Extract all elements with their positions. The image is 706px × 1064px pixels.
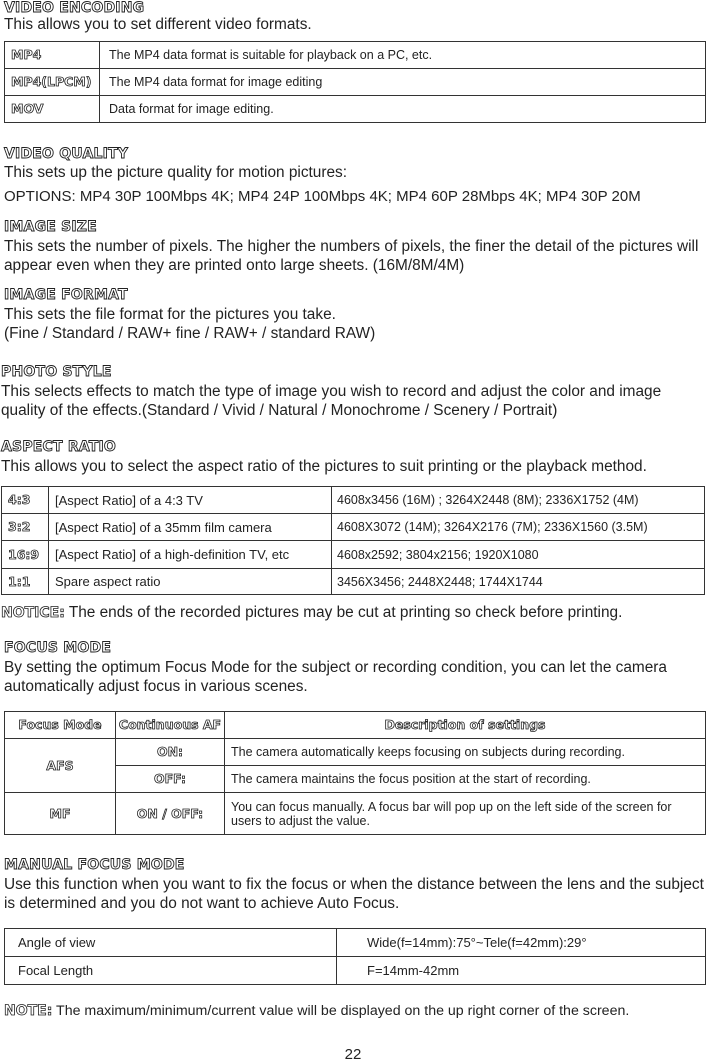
mf-onoff-label: ON / OFF: xyxy=(136,805,204,821)
image-format-heading: IMAGE FORMAT xyxy=(4,287,128,303)
notice-label: NOTICE: xyxy=(1,605,65,621)
table-row xyxy=(5,69,706,96)
focus-mode-body: By setting the optimum Focus Mode for the subject or recording condition, you can let the camera automatically adjust focus in various scenes. xyxy=(4,659,667,695)
table-row xyxy=(2,514,705,541)
note-label: NOTE: xyxy=(4,1003,53,1019)
video-quality-heading: VIDEO QUALITY xyxy=(4,146,129,162)
spec-label: Angle of view xyxy=(5,929,337,957)
afs-label: AFS xyxy=(46,757,74,773)
table-row xyxy=(5,739,706,766)
format-description: Data format for image editing. xyxy=(100,96,706,123)
spec-value: F=14mm-42mm xyxy=(337,957,706,985)
manual-focus-body: Use this function when you want to fix the focus or when the distance between the lens and the subject is determined and you do not want to achieve Auto Focus. xyxy=(4,876,704,912)
ratio-description: [Aspect Ratio] of a high-definition TV, etc xyxy=(49,541,332,569)
format-description: The MP4 data format is suitable for playback on a PC, etc. xyxy=(100,42,706,69)
image-format-line2: (Fine / Standard / RAW+ fine / RAW+ / standard RAW) xyxy=(4,325,376,342)
ratio-description: [Aspect Ratio] of a 35mm film camera xyxy=(49,514,332,541)
format-description: The MP4 data format for image editing xyxy=(100,69,706,96)
table-row xyxy=(5,96,706,123)
page-number: 22 xyxy=(344,1046,362,1063)
mf-description: You can focus manually. A focus bar will pop up on the left side of the screen for users to adjust the value. xyxy=(225,793,706,835)
table-row xyxy=(2,487,705,514)
ratio-sizes: 4608x3456 (16M) ; 3264X2448 (8M); 2336X1752 (4M) xyxy=(332,487,705,514)
notice-text: The ends of the recorded pictures may be cut at printing so check before printing. xyxy=(64,604,623,621)
table-row xyxy=(2,569,705,595)
ratio-sizes: 4608x2592; 3804x2156; 1920X1080 xyxy=(332,541,705,569)
table-row xyxy=(5,793,706,835)
format-label: MP4(LPCM) xyxy=(11,74,92,89)
format-label: MP4 xyxy=(11,47,42,62)
format-label: MOV xyxy=(11,101,44,116)
image-size-heading: IMAGE SIZE xyxy=(4,219,97,235)
ratio-description: Spare aspect ratio xyxy=(49,569,332,595)
header-focus-mode: Focus Mode xyxy=(18,717,102,732)
header-description: Description of settings xyxy=(384,717,546,732)
note-text: The maximum/minimum/current value will be displayed on the up right corner of the screen. xyxy=(52,1003,630,1019)
table-row xyxy=(5,957,706,985)
video-quality-options: OPTIONS: MP4 30P 100Mbps 4K; MP4 24P 100Mbps 4K; MP4 60P 28Mbps 4K; MP4 30P 20M xyxy=(4,188,641,205)
manual-focus-heading: MANUAL FOCUS MODE xyxy=(4,857,185,873)
photo-style-body: This selects effects to match the type of image you wish to record and adjust the color and image quality of the effects.(Standard / Vivid / Natural / Monochrome / Scenery / Portrait) xyxy=(1,383,662,419)
focus-mode-table xyxy=(4,711,706,835)
aspect-ratio-heading: ASPECT RATIO xyxy=(1,439,117,455)
note-line xyxy=(4,1003,629,1019)
photo-style-heading: PHOTO STYLE xyxy=(1,364,112,380)
video-encoding-heading: VIDEO ENCODING xyxy=(4,0,145,16)
ratio-sizes: 4608X3072 (14M); 3264X2176 (7M); 2336X1560 (3.5M) xyxy=(332,514,705,541)
notice-line xyxy=(1,603,622,623)
image-size-body: This sets the number of pixels. The higher the numbers of pixels, the finer the detail of the pictures will appear even when they are printed onto large sheets. (16M/8M/4M) xyxy=(4,238,699,274)
table-row xyxy=(5,42,706,69)
afs-on-label: ON: xyxy=(156,744,184,759)
ratio-label: 3:2 xyxy=(8,519,31,534)
header-continuous-af: Continuous AF xyxy=(118,717,222,732)
table-row xyxy=(5,929,706,957)
spec-value: Wide(f=14mm):75°~Tele(f=42mm):29° xyxy=(337,929,706,957)
manual-focus-table xyxy=(4,928,706,985)
ratio-label: 4:3 xyxy=(8,492,31,507)
afs-off-description: The camera maintains the focus position at the start of recording. xyxy=(225,766,706,793)
image-format-line1: This sets the file format for the pictures you take. xyxy=(4,306,336,323)
video-encoding-table xyxy=(4,41,706,123)
video-quality-intro: This sets up the picture quality for motion pictures: xyxy=(4,164,348,181)
spec-label: Focal Length xyxy=(5,957,337,985)
mf-label: MF xyxy=(49,805,71,821)
ratio-label: 16:9 xyxy=(8,546,40,562)
ratio-description: [Aspect Ratio] of a 4:3 TV xyxy=(49,487,332,514)
aspect-ratio-intro: This allows you to select the aspect ratio of the pictures to suit printing or the playback method. xyxy=(1,458,647,475)
ratio-sizes: 3456X3456; 2448X2448; 1744X1744 xyxy=(332,569,705,595)
table-row xyxy=(2,541,705,569)
afs-off-label: OFF: xyxy=(153,771,187,786)
video-encoding-intro: This allows you to set different video formats. xyxy=(4,16,312,33)
focus-mode-heading: FOCUS MODE xyxy=(4,640,112,656)
table-header-row xyxy=(5,712,706,739)
afs-on-description: The camera automatically keeps focusing on subjects during recording. xyxy=(225,739,706,766)
aspect-ratio-table xyxy=(1,486,705,595)
ratio-label: 1:1 xyxy=(8,573,31,589)
